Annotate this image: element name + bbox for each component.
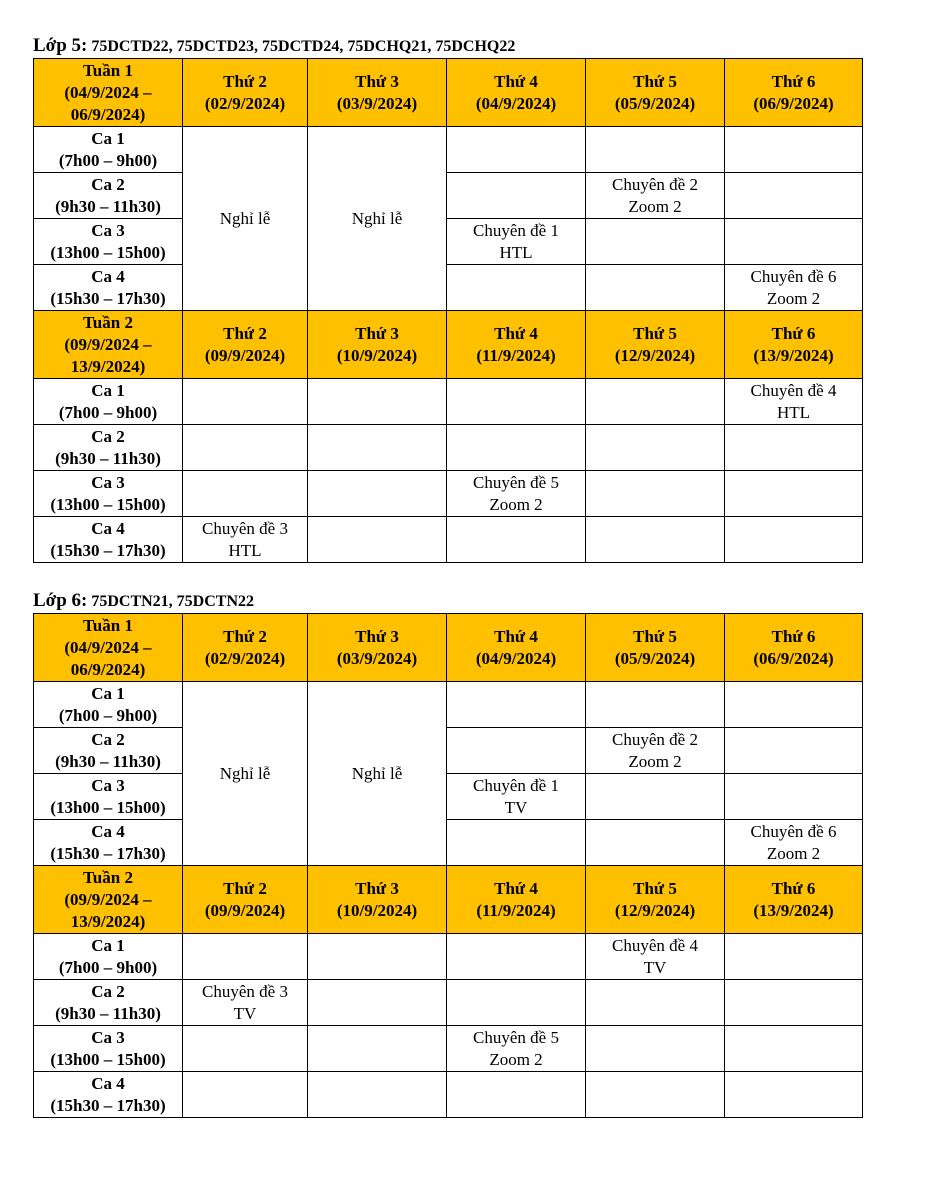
day-header-cell bbox=[725, 59, 863, 127]
schedule-cell bbox=[447, 173, 586, 219]
schedule-cell bbox=[586, 517, 725, 563]
cell-line: Thứ 4 bbox=[494, 626, 538, 646]
week-label-cell bbox=[34, 866, 183, 934]
schedule-cell bbox=[725, 728, 863, 774]
schedule-cell bbox=[586, 265, 725, 311]
week-label-cell bbox=[34, 311, 183, 379]
cell-line: (04/9/2024) bbox=[475, 93, 557, 113]
schedule-cell bbox=[447, 934, 586, 980]
cell-line: Thứ 3 bbox=[355, 71, 399, 91]
schedule-cell bbox=[447, 517, 586, 563]
table-row bbox=[34, 1026, 863, 1072]
cell-line: Chuyên đề 1 bbox=[473, 220, 559, 240]
schedule-cell bbox=[725, 471, 863, 517]
schedule-cell bbox=[586, 219, 725, 265]
cell-line: (09/9/2024) bbox=[204, 900, 286, 920]
day-header-cell bbox=[183, 59, 308, 127]
cell-line: (13/9/2024) bbox=[753, 900, 834, 920]
cell-line: Chuyên đề 5 bbox=[473, 472, 559, 492]
schedule-cell bbox=[725, 379, 863, 425]
schedule-cell bbox=[183, 471, 308, 517]
slot-label-cell bbox=[34, 265, 183, 311]
slot-label-cell bbox=[34, 934, 183, 980]
schedule-cell bbox=[725, 127, 863, 173]
schedule-cell bbox=[447, 774, 586, 820]
cell-line: Zoom 2 bbox=[766, 843, 821, 863]
slot-label-cell bbox=[34, 682, 183, 728]
cell-line: (7h00 – 9h00) bbox=[58, 957, 158, 977]
cell-line: HTL bbox=[776, 402, 811, 422]
schedule-cell bbox=[725, 219, 863, 265]
cell-line: (7h00 – 9h00) bbox=[58, 402, 158, 422]
schedule-cell bbox=[308, 471, 447, 517]
cell-line: Ca 2 bbox=[91, 981, 125, 1001]
class-label: Lớp 6: bbox=[33, 590, 88, 611]
cell-line: (15h30 – 17h30) bbox=[50, 288, 166, 308]
cell-line: Zoom 2 bbox=[489, 1049, 543, 1069]
schedule-cell bbox=[447, 265, 586, 311]
schedule-cell bbox=[586, 934, 725, 980]
cell-line: (05/9/2024) bbox=[614, 648, 696, 668]
schedule-cell bbox=[183, 1072, 308, 1118]
schedule-cell bbox=[447, 425, 586, 471]
schedule-cell bbox=[725, 425, 863, 471]
table-row bbox=[34, 379, 863, 425]
week-label-cell bbox=[34, 59, 183, 127]
schedule-cell bbox=[725, 820, 863, 866]
cell-line: Ca 3 bbox=[91, 1027, 125, 1047]
day-header-cell bbox=[447, 59, 586, 127]
day-header-cell bbox=[725, 614, 863, 682]
cell-line: Zoom 2 bbox=[628, 196, 682, 216]
cell-line: Thứ 2 bbox=[223, 878, 267, 898]
schedule-cell bbox=[725, 517, 863, 563]
schedule-cell bbox=[725, 682, 863, 728]
cell-line: 13/9/2024) bbox=[70, 911, 146, 931]
schedule-cell bbox=[447, 820, 586, 866]
schedule-cell bbox=[586, 820, 725, 866]
cell-line: Chuyên đề 5 bbox=[473, 1027, 559, 1047]
cell-line: Ca 4 bbox=[91, 266, 125, 286]
cell-line: (09/9/2024) bbox=[204, 345, 286, 365]
table-row bbox=[34, 471, 863, 517]
cell-line: Ca 4 bbox=[91, 518, 125, 538]
cell-line: (13h00 – 15h00) bbox=[50, 494, 166, 514]
schedule-cell bbox=[447, 1026, 586, 1072]
schedule-cell bbox=[725, 980, 863, 1026]
table-row bbox=[34, 517, 863, 563]
cell-line: Chuyên đề 6 bbox=[750, 266, 837, 286]
schedule-cell bbox=[725, 1026, 863, 1072]
cell-line: Tuần 1 bbox=[83, 615, 133, 635]
cell-line: (09/9/2024 – bbox=[64, 334, 152, 354]
holiday-cell: Nghỉ lễ bbox=[308, 682, 447, 866]
day-header-cell bbox=[447, 614, 586, 682]
cell-line: Ca 2 bbox=[91, 729, 125, 749]
holiday-cell: Nghỉ lễ bbox=[183, 682, 308, 866]
cell-line: Tuần 1 bbox=[83, 60, 133, 80]
class-6-section bbox=[33, 589, 863, 1118]
schedule-cell bbox=[586, 728, 725, 774]
cell-line: HTL bbox=[499, 242, 533, 262]
schedule-cell bbox=[725, 774, 863, 820]
week-label-cell bbox=[34, 614, 183, 682]
cell-line: (02/9/2024) bbox=[204, 93, 286, 113]
cell-line: (09/9/2024 – bbox=[64, 889, 152, 909]
cell-line: (12/9/2024) bbox=[614, 345, 696, 365]
schedule-cell bbox=[447, 682, 586, 728]
schedule-cell bbox=[586, 471, 725, 517]
cell-line: Tuần 2 bbox=[83, 867, 133, 887]
cell-line: Ca 3 bbox=[91, 775, 125, 795]
class-title bbox=[33, 589, 863, 613]
schedule-cell bbox=[447, 980, 586, 1026]
cell-line: Thứ 4 bbox=[494, 323, 538, 343]
schedule-cell bbox=[183, 1026, 308, 1072]
cell-line: Ca 3 bbox=[91, 472, 125, 492]
cell-line: (04/9/2024) bbox=[475, 648, 557, 668]
cell-line: (9h30 – 11h30) bbox=[55, 751, 161, 771]
cell-line: TV bbox=[504, 797, 528, 817]
schedule-cell bbox=[447, 1072, 586, 1118]
day-header-cell bbox=[586, 866, 725, 934]
schedule-cell bbox=[183, 934, 308, 980]
cell-line: (9h30 – 11h30) bbox=[55, 196, 161, 216]
table-row bbox=[34, 682, 863, 728]
cell-line: Chuyên đề 4 bbox=[750, 380, 837, 400]
table-row bbox=[34, 173, 863, 219]
cell-line: Ca 1 bbox=[91, 380, 125, 400]
schedule-cell bbox=[308, 425, 447, 471]
schedule-cell bbox=[447, 219, 586, 265]
schedule-cell bbox=[308, 1072, 447, 1118]
day-header-cell bbox=[183, 866, 308, 934]
cell-line: (15h30 – 17h30) bbox=[50, 540, 166, 560]
schedule-cell bbox=[586, 379, 725, 425]
table-row bbox=[34, 265, 863, 311]
slot-label-cell bbox=[34, 517, 183, 563]
cell-line: Thứ 6 bbox=[771, 878, 816, 898]
schedule-cell bbox=[725, 265, 863, 311]
day-header-cell bbox=[586, 59, 725, 127]
day-header-cell bbox=[183, 311, 308, 379]
slot-label-cell bbox=[34, 173, 183, 219]
day-header-cell bbox=[308, 866, 447, 934]
cell-line: Zoom 2 bbox=[489, 494, 543, 514]
schedule-table bbox=[33, 58, 863, 563]
cell-line: Chuyên đề 3 bbox=[202, 518, 288, 538]
slot-label-cell bbox=[34, 379, 183, 425]
cell-line: (11/9/2024) bbox=[476, 345, 556, 365]
cell-line: Ca 4 bbox=[91, 821, 125, 841]
table-row bbox=[34, 774, 863, 820]
slot-label-cell bbox=[34, 425, 183, 471]
slot-label-cell bbox=[34, 219, 183, 265]
cell-line: 06/9/2024) bbox=[70, 104, 146, 124]
cell-line: Thứ 6 bbox=[771, 626, 816, 646]
cell-line: Thứ 5 bbox=[633, 626, 677, 646]
cell-line: 13/9/2024) bbox=[70, 356, 146, 376]
cell-line: (03/9/2024) bbox=[336, 93, 418, 113]
schedule-cell bbox=[586, 127, 725, 173]
cell-line: (15h30 – 17h30) bbox=[50, 1095, 166, 1115]
schedule-cell bbox=[183, 425, 308, 471]
schedule-cell bbox=[183, 980, 308, 1026]
table-row bbox=[34, 219, 863, 265]
cell-line: Chuyên đề 6 bbox=[750, 821, 837, 841]
week-header-row bbox=[34, 614, 863, 682]
cell-line: Ca 1 bbox=[91, 683, 125, 703]
cell-line: (13h00 – 15h00) bbox=[50, 1049, 166, 1069]
holiday-cell: Nghỉ lễ bbox=[308, 127, 447, 311]
cell-line: (13h00 – 15h00) bbox=[50, 797, 166, 817]
cell-line: (13h00 – 15h00) bbox=[50, 242, 166, 262]
day-header-cell bbox=[308, 311, 447, 379]
day-header-cell bbox=[725, 866, 863, 934]
day-header-cell bbox=[586, 614, 725, 682]
schedule-cell bbox=[447, 379, 586, 425]
cell-line: Thứ 2 bbox=[223, 626, 267, 646]
table-row bbox=[34, 820, 863, 866]
table-row bbox=[34, 425, 863, 471]
schedule-cell bbox=[308, 379, 447, 425]
schedule-table bbox=[33, 613, 863, 1118]
day-header-cell bbox=[308, 614, 447, 682]
schedule-cell bbox=[308, 980, 447, 1026]
slot-label-cell bbox=[34, 728, 183, 774]
cell-line: Thứ 5 bbox=[633, 878, 677, 898]
holiday-cell: Nghỉ lễ bbox=[183, 127, 308, 311]
cell-line: Ca 2 bbox=[91, 174, 125, 194]
cell-line: HTL bbox=[228, 540, 262, 560]
cell-line: (04/9/2024 – bbox=[64, 637, 152, 657]
cell-line: (9h30 – 11h30) bbox=[55, 1003, 161, 1023]
cell-line: (7h00 – 9h00) bbox=[58, 705, 158, 725]
cell-line: Chuyên đề 4 bbox=[612, 935, 698, 955]
cell-line: Ca 2 bbox=[91, 426, 125, 446]
cell-line: (10/9/2024) bbox=[336, 900, 418, 920]
cell-line: (06/9/2024) bbox=[753, 648, 834, 668]
table-row bbox=[34, 127, 863, 173]
cell-line: Chuyên đề 2 bbox=[612, 729, 698, 749]
class-5-section bbox=[33, 34, 863, 563]
slot-label-cell bbox=[34, 1026, 183, 1072]
cell-line: Thứ 3 bbox=[355, 323, 399, 343]
cell-line: Ca 1 bbox=[91, 128, 125, 148]
slot-label-cell bbox=[34, 1072, 183, 1118]
class-label: Lớp 5: bbox=[33, 35, 88, 56]
cell-line: TV bbox=[233, 1003, 257, 1023]
schedule-cell bbox=[447, 127, 586, 173]
cell-line: Chuyên đề 3 bbox=[202, 981, 288, 1001]
schedule-cell bbox=[725, 173, 863, 219]
cell-line: (05/9/2024) bbox=[614, 93, 696, 113]
slot-label-cell bbox=[34, 774, 183, 820]
week-header-row bbox=[34, 866, 863, 934]
slot-label-cell bbox=[34, 127, 183, 173]
schedule-cell bbox=[447, 471, 586, 517]
day-header-cell bbox=[725, 311, 863, 379]
cell-line: (13/9/2024) bbox=[753, 345, 834, 365]
cell-line: (03/9/2024) bbox=[336, 648, 418, 668]
week-header-row bbox=[34, 311, 863, 379]
schedule-cell bbox=[586, 1026, 725, 1072]
cell-line: Thứ 3 bbox=[355, 878, 399, 898]
cell-line: Thứ 6 bbox=[771, 323, 816, 343]
cell-line: 06/9/2024) bbox=[70, 659, 146, 679]
cell-line: Zoom 2 bbox=[628, 751, 682, 771]
cell-line: Chuyên đề 2 bbox=[612, 174, 698, 194]
cell-line: Thứ 2 bbox=[223, 71, 267, 91]
cell-line: (12/9/2024) bbox=[614, 900, 696, 920]
cell-line: (04/9/2024 – bbox=[64, 82, 152, 102]
schedule-cell bbox=[308, 1026, 447, 1072]
day-header-cell bbox=[447, 866, 586, 934]
slot-label-cell bbox=[34, 980, 183, 1026]
class-codes: 75DCTD22, 75DCTD23, 75DCTD24, 75DCHQ21, 75DCHQ22 bbox=[91, 38, 516, 55]
schedule-cell bbox=[183, 517, 308, 563]
cell-line: Thứ 4 bbox=[494, 878, 538, 898]
cell-line: Thứ 5 bbox=[633, 323, 677, 343]
day-header-cell bbox=[586, 311, 725, 379]
cell-line: (06/9/2024) bbox=[753, 93, 834, 113]
cell-line: (10/9/2024) bbox=[336, 345, 418, 365]
schedule-cell bbox=[183, 379, 308, 425]
schedule-cell bbox=[725, 1072, 863, 1118]
cell-line: Ca 4 bbox=[91, 1073, 125, 1093]
cell-line: Chuyên đề 1 bbox=[473, 775, 559, 795]
schedule-cell bbox=[725, 934, 863, 980]
cell-line: Thứ 2 bbox=[223, 323, 267, 343]
schedule-cell bbox=[447, 728, 586, 774]
cell-line: Ca 3 bbox=[91, 220, 125, 240]
day-header-cell bbox=[308, 59, 447, 127]
slot-label-cell bbox=[34, 471, 183, 517]
class-codes: 75DCTN21, 75DCTN22 bbox=[91, 593, 255, 610]
table-row bbox=[34, 980, 863, 1026]
day-header-cell bbox=[183, 614, 308, 682]
schedule-cell bbox=[586, 425, 725, 471]
slot-label-cell bbox=[34, 820, 183, 866]
cell-line: Ca 1 bbox=[91, 935, 125, 955]
cell-line: (02/9/2024) bbox=[204, 648, 286, 668]
schedule-cell bbox=[308, 517, 447, 563]
cell-line: Thứ 3 bbox=[355, 626, 399, 646]
day-header-cell bbox=[447, 311, 586, 379]
table-row bbox=[34, 728, 863, 774]
schedule-cell bbox=[586, 173, 725, 219]
class-title bbox=[33, 34, 863, 58]
schedule-cell bbox=[586, 682, 725, 728]
schedule-cell bbox=[586, 774, 725, 820]
schedule-cell bbox=[586, 1072, 725, 1118]
cell-line: TV bbox=[643, 957, 667, 977]
cell-line: Thứ 4 bbox=[494, 71, 538, 91]
schedule-cell bbox=[308, 934, 447, 980]
cell-line: (11/9/2024) bbox=[476, 900, 556, 920]
cell-line: Thứ 5 bbox=[633, 71, 677, 91]
week-header-row bbox=[34, 59, 863, 127]
cell-line: (9h30 – 11h30) bbox=[55, 448, 161, 468]
table-row bbox=[34, 934, 863, 980]
table-row bbox=[34, 1072, 863, 1118]
cell-line: Thứ 6 bbox=[771, 71, 816, 91]
cell-line: (15h30 – 17h30) bbox=[50, 843, 166, 863]
schedule-cell bbox=[586, 980, 725, 1026]
cell-line: Zoom 2 bbox=[766, 288, 821, 308]
cell-line: Tuần 2 bbox=[83, 312, 133, 332]
cell-line: (7h00 – 9h00) bbox=[58, 150, 158, 170]
